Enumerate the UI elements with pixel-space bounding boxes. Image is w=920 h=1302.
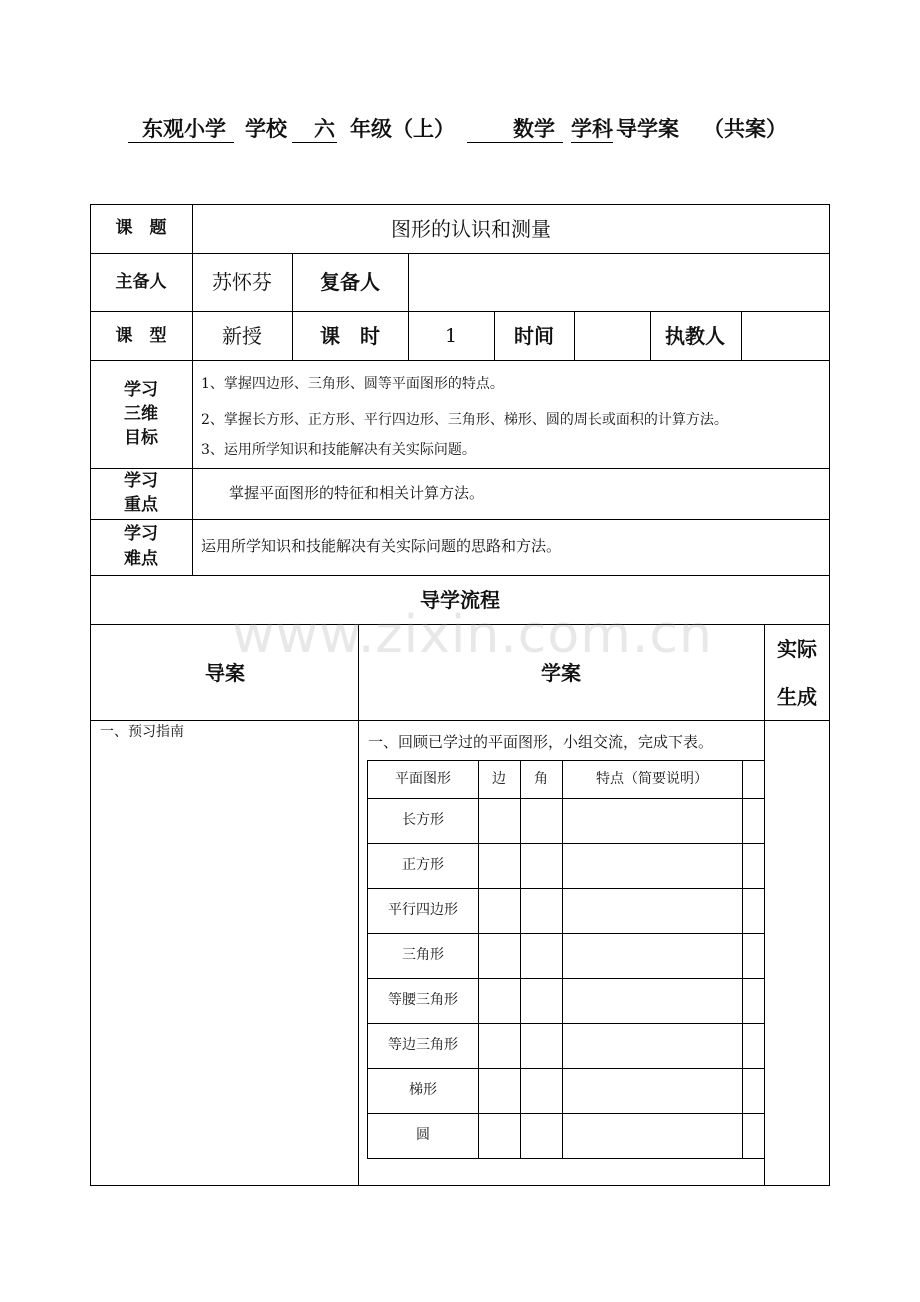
school-name: 东观小学 (128, 119, 234, 143)
shapes-header-angles: 角 (534, 771, 548, 787)
actual-column-header-line-2: 生成 (777, 685, 817, 709)
goals-label-line-2: 三维 (124, 404, 158, 424)
school-suffix: 学校 (245, 117, 287, 141)
shapes-header-sides: 边 (492, 771, 506, 787)
time-label: 时间 (514, 324, 554, 348)
shape-row-square: 正方形 (402, 857, 444, 873)
shape-row-trapezoid: 梯形 (409, 1082, 437, 1098)
difficulties-label-line-2: 难点 (124, 549, 158, 569)
flow-title: 导学流程 (420, 588, 500, 612)
topic-value: 图形的认识和测量 (391, 217, 551, 241)
study-section-title: 一、回顾已学过的平面图形，小组交流，完成下表。 (368, 733, 714, 751)
guide-column-header: 导案 (205, 661, 245, 685)
lesson-type-value: 新授 (222, 324, 262, 348)
shape-row-equilateral-triangle: 等边三角形 (388, 1037, 458, 1053)
goal-item-3: 3、运用所学知识和技能解决有关实际问题。 (201, 442, 476, 458)
shape-row-parallelogram: 平行四边形 (388, 902, 458, 918)
difficulties-text: 运用所学知识和技能解决有关实际问题的思路和方法。 (201, 537, 562, 555)
shape-row-isosceles-triangle: 等腰三角形 (388, 992, 458, 1008)
shapes-header-features: 特点（简要说明） (596, 771, 708, 787)
main-preparer-label: 主备人 (115, 272, 167, 292)
watermark: www.zixin.com.cn (232, 605, 713, 665)
difficulties-label-line-1: 学习 (124, 524, 158, 544)
subject-suffix: 学科 (571, 117, 613, 141)
shape-row-triangle: 三角形 (402, 947, 444, 963)
co-preparer-label: 复备人 (320, 270, 380, 294)
keypoints-label-line-1: 学习 (124, 471, 158, 491)
doc-type: 导学案 (616, 117, 679, 141)
goal-item-2: 2、掌握长方形、正方形、平行四边形、三角形、梯形、圆的周长或面积的计算方法。 (201, 412, 728, 428)
subject: 数学 (467, 119, 563, 143)
keypoints-label-line-2: 重点 (124, 495, 158, 515)
shape-row-rectangle: 长方形 (402, 812, 444, 828)
study-column-header: 学案 (541, 661, 581, 685)
goal-item-1: 1、掌握四边形、三角形、圆等平面图形的特点。 (201, 376, 504, 392)
grade-suffix: 年级（上） (350, 117, 455, 141)
goals-label-line-3: 目标 (124, 428, 158, 448)
period-value: 1 (444, 325, 458, 347)
goals-label-line-1: 学习 (124, 380, 158, 400)
shared-tag: （共案） (703, 117, 787, 141)
guide-section-title: 一、预习指南 (100, 724, 184, 740)
actual-column-header-line-1: 实际 (777, 637, 817, 661)
lesson-type-label: 课 型 (115, 326, 167, 346)
period-label: 课 时 (320, 324, 380, 348)
shape-row-circle: 圆 (416, 1127, 430, 1143)
main-preparer-value: 苏怀芬 (212, 270, 272, 294)
topic-label: 课 题 (115, 218, 167, 238)
teacher-label: 执教人 (665, 324, 725, 348)
grade: 六 (292, 119, 337, 143)
keypoints-text: 掌握平面图形的特征和相关计算方法。 (229, 484, 485, 502)
shapes-header-shape: 平面图形 (395, 771, 451, 787)
